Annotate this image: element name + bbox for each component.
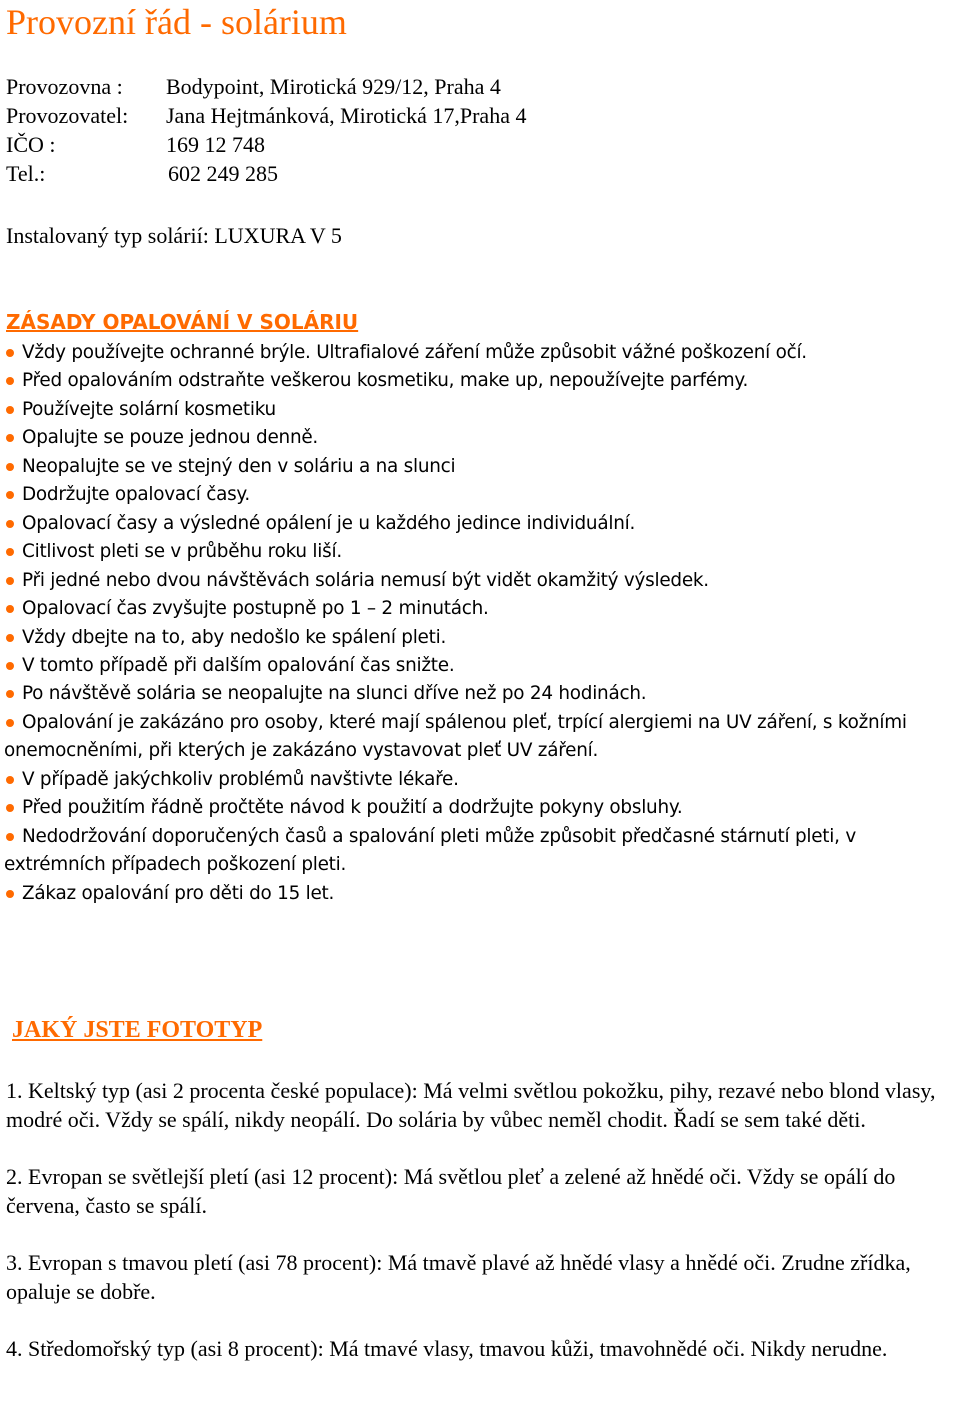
bullet-icon: [6, 406, 14, 414]
fototyp-heading: JAKÝ JSTE FOTOTYP: [12, 1017, 263, 1043]
rule-text: Před opalováním odstraňte veškerou kosmetiku, make up, nepoužívejte parfémy.: [22, 370, 749, 392]
info-value: 169 12 748: [166, 132, 265, 157]
list-item: [4, 709, 959, 766]
info-label: Tel.:: [6, 161, 46, 186]
rule-text: Vždy používejte ochranné brýle. Ultrafialové záření může způsobit vážné poškození očí.: [22, 342, 807, 363]
list-item: [4, 396, 959, 424]
rule-text: Citlivost pleti se v průběhu roku liší.: [22, 541, 342, 563]
rule-text: Dodržujte opalovací časy.: [22, 484, 251, 506]
list-item: [4, 766, 959, 794]
bullet-icon: [6, 833, 14, 841]
list-item: [4, 453, 959, 481]
list-item: [4, 367, 959, 395]
fototyp-paragraph: 1. Keltský typ (asi 2 procenta české populace): Má velmi světlou pokožku, pihy, rezavé nebo blond vlasy, modré oči. Vždy se spálí, nikdy neopálí. Do solária by vůbec neměl chodit. Řadí se sem také děti.: [6, 1078, 936, 1132]
list-item: [4, 652, 959, 680]
info-label: Provozovatel:: [6, 103, 129, 128]
list-item: [4, 823, 959, 880]
list-item: [4, 424, 959, 452]
list-item: [4, 510, 959, 538]
rule-text: Při jedné nebo dvou návštěvách solária nemusí být vidět okamžitý výsledek.: [22, 569, 709, 591]
list-item: [4, 680, 959, 708]
installed-solarium-type: Instalovaný typ solárií: LUXURA V 5: [6, 223, 342, 248]
bullet-icon: [6, 434, 14, 442]
list-item: [4, 880, 959, 908]
bullet-icon: [6, 690, 14, 698]
fototyp-list: [6, 1076, 956, 1391]
list-item: [4, 339, 959, 367]
bullet-icon: [6, 662, 14, 670]
bullet-icon: [6, 463, 14, 471]
rule-text: Před použitím řádně pročtěte návod k použití a dodržujte pokyny obsluhy.: [22, 797, 683, 819]
rule-text: Opalovací časy a výsledné opálení je u každého jedince individuální.: [22, 512, 636, 534]
page-title: Provozní řád - solárium: [6, 2, 347, 42]
bullet-icon: [6, 577, 14, 585]
rule-text: Opalovací čas zvyšujte postupně po 1 – 2 minutách.: [22, 598, 489, 620]
rule-text: V případě jakýchkoliv problémů navštivte lékaře.: [22, 768, 459, 790]
list-item: [4, 567, 959, 595]
bullet-icon: [6, 605, 14, 613]
rule-text: Nedodržování doporučených časů a spalování pleti může způsobit předčasné stárnutí pleti, v extrémních případech poškození pleti.: [4, 825, 856, 876]
rule-text: Zákaz opalování pro děti do 15 let.: [22, 882, 335, 904]
rule-text: Opalování je zakázáno pro osoby, které mají spálenou pleť, trpící alergiemi na UV záření, s kožními onemocněními, při kterých je zakázáno vystavovat pleť UV záření.: [4, 711, 907, 762]
bullet-icon: [6, 520, 14, 528]
rule-text: Opalujte se pouze jednou denně.: [22, 427, 319, 449]
info-label: Provozovna :: [6, 74, 123, 99]
rule-text: Používejte solární kosmetiku: [22, 398, 276, 420]
bullet-icon: [6, 548, 14, 556]
bullet-icon: [6, 890, 14, 898]
rule-text: V tomto případě při dalším opalování čas snižte.: [22, 654, 455, 676]
rules-list: [4, 339, 959, 908]
list-item: [4, 595, 959, 623]
bullet-icon: [6, 349, 14, 357]
list-item: [4, 481, 959, 509]
list-item: [4, 624, 959, 652]
info-value: 602 249 285: [168, 161, 278, 186]
rules-heading: ZÁSADY OPALOVÁNÍ V SOLÁRIU: [6, 310, 359, 334]
fototyp-paragraph: 3. Evropan s tmavou pletí (asi 78 procent): Má tmavě plavé až hnědé vlasy a hnědé oči. Zrudne zřídka, opaluje se dobře.: [6, 1250, 911, 1304]
bullet-icon: [6, 634, 14, 642]
rule-text: Neopalujte se ve stejný den v soláriu a na slunci: [22, 455, 456, 477]
bullet-icon: [6, 776, 14, 784]
bullet-icon: [6, 491, 14, 499]
bullet-icon: [6, 804, 14, 812]
rule-text: Vždy dbejte na to, aby nedošlo ke spálení pleti.: [22, 626, 447, 648]
info-value: Bodypoint, Mirotická 929/12, Praha 4: [166, 74, 501, 99]
rule-text: Po návštěvě solária se neopalujte na slunci dříve než po 24 hodinách.: [22, 683, 647, 705]
list-item: [4, 538, 959, 566]
info-label: IČO :: [6, 132, 56, 157]
bullet-icon: [6, 377, 14, 385]
info-value: Jana Hejtmánková, Mirotická 17,Praha 4: [166, 103, 527, 128]
list-item: [4, 794, 959, 822]
fototyp-paragraph: 2. Evropan se světlejší pletí (asi 12 procent): Má světlou pleť a zelené až hnědé oči. Vždy se opálí do červena, často se spálí.: [6, 1164, 896, 1218]
fototyp-paragraph: 4. Středomořský typ (asi 8 procent): Má tmavé vlasy, tmavou kůži, tmavohnědé oči. Nikdy nerudne.: [6, 1336, 888, 1361]
bullet-icon: [6, 719, 14, 727]
